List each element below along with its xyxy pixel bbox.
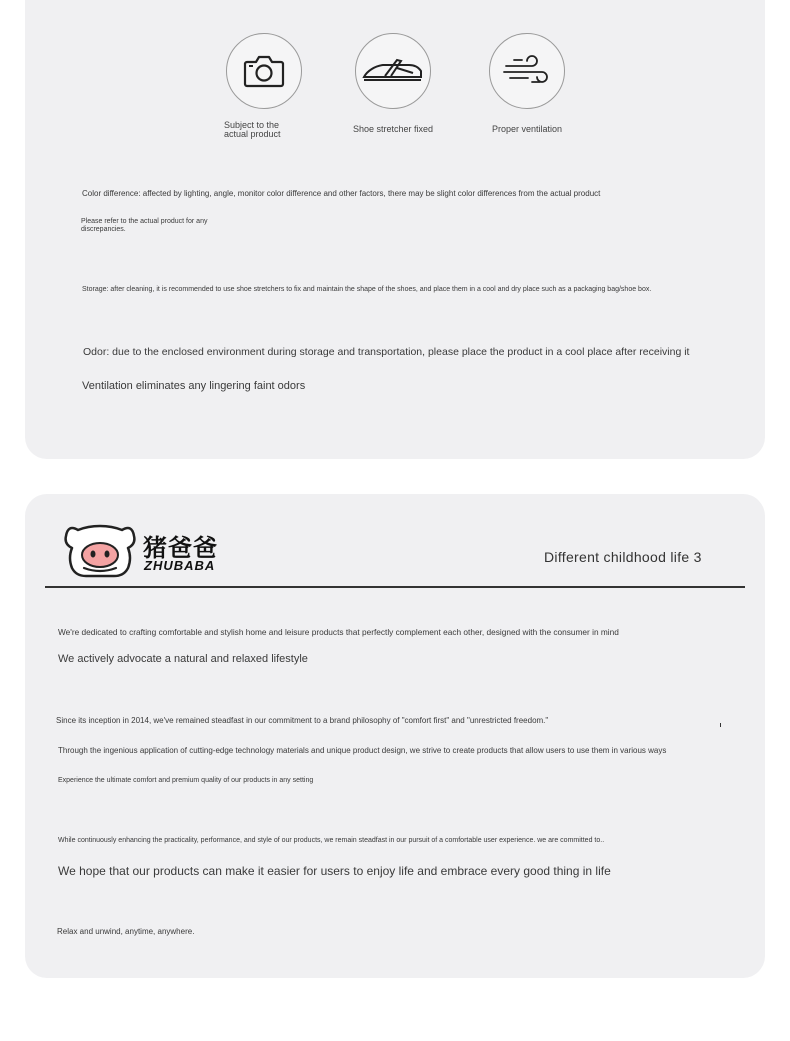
about-paragraph: We hope that our products can make it easier for users to enjoy life and embrace every good thing in life <box>58 864 611 878</box>
feature-label: Shoe stretcher fixed <box>352 124 434 134</box>
about-paragraph: We're dedicated to crafting comfortable and stylish home and leisure products that perfectly complement each other, designed with the consumer in mind <box>58 627 619 637</box>
about-paragraph: Since its inception in 2014, we've remained steadfast in our commitment to a brand philosophy of "comfort first" and "unrestricted freedom." <box>56 716 549 725</box>
feature-shoe-stretcher <box>328 33 458 134</box>
about-paragraph: Through the ingenious application of cutting-edge technology materials and unique product design, we strive to create products that allow users to use them in various ways <box>58 746 667 755</box>
feature-label: Proper ventilation <box>491 124 563 134</box>
about-paragraph: While continuously enhancing the practicality, performance, and style of our products, we remain steadfast in our pursuit of a comfortable user experience. we are committed to.. <box>58 837 605 844</box>
camera-icon <box>242 53 286 89</box>
note-color-difference: Color difference: affected by lighting, angle, monitor color difference and other factors, there may be slight color differences from the actual product <box>82 189 601 198</box>
divider <box>45 586 745 588</box>
feature-label: Subject to the actual product <box>224 120 281 140</box>
note-storage: Storage: after cleaning, it is recommended to use shoe stretchers to fix and maintain the shape of the shoes, and place them in a cool and dry place such as a packaging bag/shoe box. <box>82 286 652 293</box>
feature-actual-product <box>199 33 329 140</box>
shoe-stretcher-icon <box>361 56 425 86</box>
feature-circle <box>355 33 431 109</box>
feature-circle <box>489 33 565 109</box>
about-paragraph: Relax and unwind, anytime, anywhere. <box>57 927 195 936</box>
note-refer: Please refer to the actual product for any discrepancies. <box>81 218 208 234</box>
note-ventilation: Ventilation eliminates any lingering faint odors <box>82 380 306 392</box>
about-paragraph: Experience the ultimate comfort and premium quality of our products in any setting <box>58 777 314 784</box>
brand-name-en: ZHUBABA <box>144 558 216 573</box>
note-odor: Odor: due to the enclosed environment during storage and transportation, please place the product in a cool place after receiving it <box>83 346 690 358</box>
stray-mark <box>720 723 721 727</box>
brand-slogan: Different childhood life 3 <box>544 549 702 565</box>
feature-circle <box>226 33 302 109</box>
about-paragraph: We actively advocate a natural and relaxed lifestyle <box>58 653 308 665</box>
feature-ventilation <box>462 33 592 134</box>
brand-name-cn: 猪爸爸 <box>143 535 218 562</box>
wind-icon <box>502 54 552 88</box>
